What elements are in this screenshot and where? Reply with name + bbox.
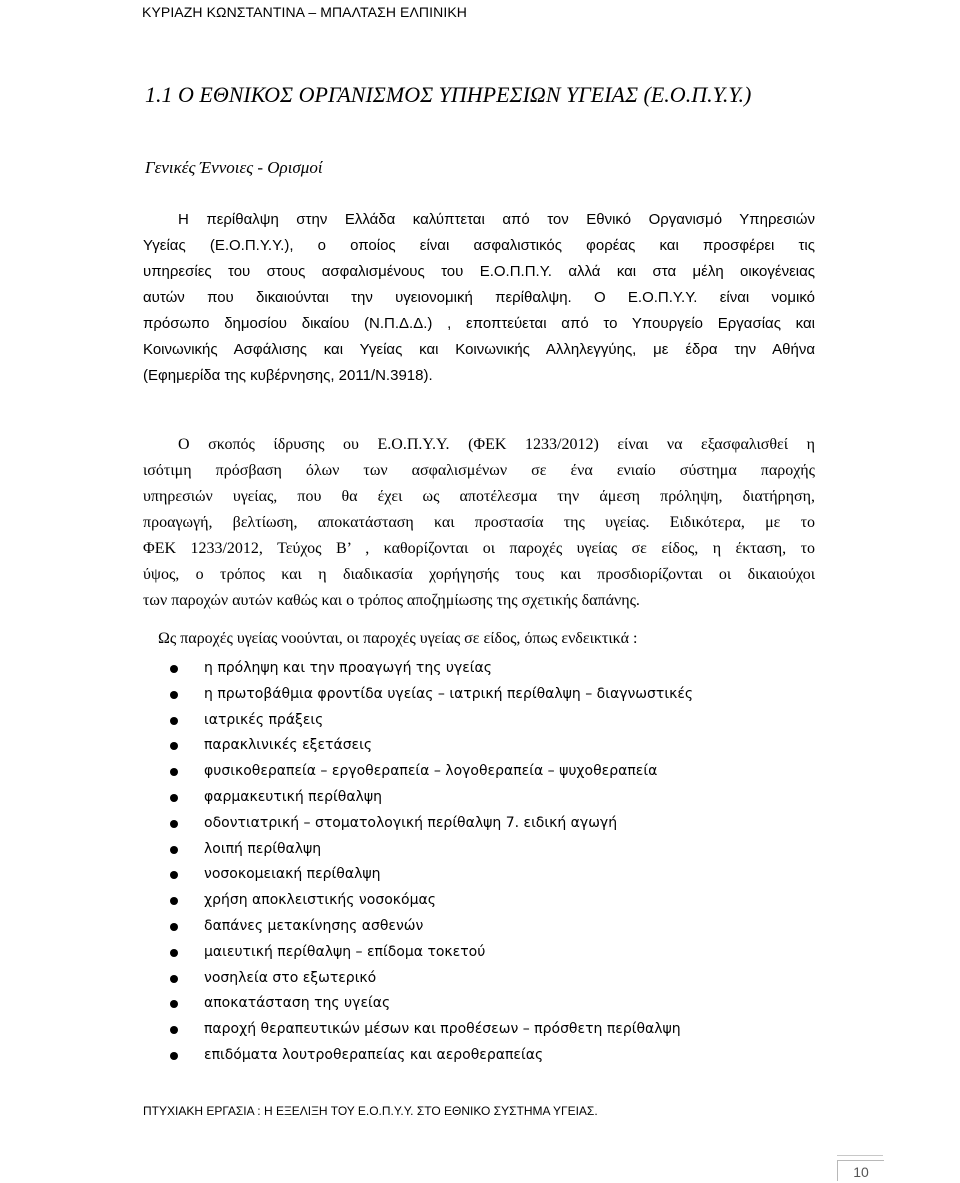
paragraph-line: ισότιμη πρόσβαση όλων των ασφαλισμένων σε ένα ενιαίο σύστημα παροχής xyxy=(143,462,815,479)
list-item-text: παροχή θεραπευτικών μέσων και προθέσεων – πρόσθετη περίθαλψη xyxy=(204,1021,681,1038)
paragraph-line: Η περίθαλψη στην Ελλάδα καλύπτεται από τον Εθνικό Οργανισμό Υπηρεσιών xyxy=(178,211,815,228)
list-item-text: η πρωτοβάθμια φροντίδα υγείας – ιατρική περίθαλψη – διαγνωστικές xyxy=(204,685,694,702)
list-item xyxy=(170,1017,693,1043)
list-item xyxy=(170,682,693,708)
list-item-text: νοσηλεία στο εξωτερικό xyxy=(204,969,377,986)
paragraph-line: ΦΕΚ 1233/2012, Τεύχος Β’ , καθορίζονται οι παροχές υγείας σε είδος, η έκταση, το xyxy=(143,540,815,557)
list-item xyxy=(170,914,693,940)
list-item-text: παρακλινικές εξετάσεις xyxy=(204,737,373,754)
bullet-icon xyxy=(170,1026,178,1034)
bullet-icon xyxy=(170,1000,178,1008)
list-item xyxy=(170,862,693,888)
bullet-icon xyxy=(170,768,178,776)
list-item-text: φαρμακευτική περίθαλψη xyxy=(204,788,382,805)
list-item xyxy=(170,811,693,837)
paragraph-line: αυτών που δικαιούνται την υγειονομική περίθαλψη. Ο Ε.Ο.Π.Υ.Υ. είναι νομικό xyxy=(143,289,815,306)
list-intro: Ως παροχές υγείας νοούνται, οι παροχές υγείας σε είδος, όπως ενδεικτικά : xyxy=(158,630,638,647)
bullet-icon xyxy=(170,1052,178,1060)
list-item-text: νοσοκομειακή περίθαλψη xyxy=(204,866,381,883)
list-item xyxy=(170,785,693,811)
list-item xyxy=(170,940,693,966)
bullet-icon xyxy=(170,820,178,828)
list-item-text: επιδόματα λουτροθεραπείας και αεροθεραπείας xyxy=(204,1046,544,1063)
bullet-icon xyxy=(170,897,178,905)
benefits-list xyxy=(170,656,693,1069)
paragraph-line: Κοινωνικής Ασφάλισης και Υγείας και Κοινωνικής Αλληλεγγύης, με έδρα την Αθήνα xyxy=(143,341,815,358)
bullet-icon xyxy=(170,871,178,879)
paragraph-line: των παροχών αυτών καθώς και ο τρόπος αποζημίωσης της σχετικής δαπάνης. xyxy=(143,592,640,609)
list-item-text: ιατρικές πράξεις xyxy=(204,711,324,728)
paragraph-line: Ο σκοπός ίδρυσης ου Ε.Ο.Π.Υ.Υ. (ΦΕΚ 1233/2012) είναι να εξασφαλισθεί η xyxy=(178,436,815,453)
list-item-text: χρήση αποκλειστικής νοσοκόμας xyxy=(204,892,436,909)
paragraph-eopyy-purpose xyxy=(143,432,815,614)
bullet-icon xyxy=(170,975,178,983)
list-item-text: η πρόληψη και την προαγωγή της υγείας xyxy=(204,660,492,676)
paragraph-line: προαγωγή, βελτίωση, αποκατάσταση και προστασία της υγείας. Ειδικότερα, με το xyxy=(143,514,815,531)
list-item xyxy=(170,1043,693,1069)
paragraph-line: ύψος, ο τρόπος και η διαδικασία χορήγησής τους και προσδιορίζονται οι δικαιούχοι xyxy=(143,566,815,583)
list-item-text: αποκατάσταση της υγείας xyxy=(204,995,391,1012)
paragraph-line: πρόσωπο δημοσίου δικαίου (Ν.Π.Δ.Δ.) , εποπτεύεται από το Υπουργείο Εργασίας και xyxy=(143,315,815,332)
list-item xyxy=(170,656,693,682)
list-item-text: δαπάνες μετακίνησης ασθενών xyxy=(204,917,424,934)
list-item xyxy=(170,837,693,863)
bullet-icon xyxy=(170,717,178,725)
list-item xyxy=(170,759,693,785)
list-item xyxy=(170,966,693,992)
section-title: 1.1 Ο ΕΘΝΙΚΟΣ ΟΡΓΑΝΙΣΜΟΣ ΥΠΗΡΕΣΙΩΝ ΥΓΕΙΑΣ (Ε.Ο.Π.Υ.Υ.) xyxy=(145,82,752,107)
list-item-text: λοιπή περίθαλψη xyxy=(204,840,322,857)
paragraph-line: υπηρεσίες του στους ασφαλισμένους του Ε.Ο.Π.Π.Υ. αλλά και στα μέλη οικογένειας xyxy=(143,263,815,280)
list-item xyxy=(170,991,693,1017)
header-authors: ΚΥΡΙΑΖΗ ΚΩΝΣΤΑΝΤΙΝΑ – ΜΠΑΛΤΑΣΗ ΕΛΠΙΝΙΚΗ xyxy=(142,4,467,20)
bullet-icon xyxy=(170,742,178,750)
paragraph-line: Υγείας (Ε.Ο.Π.Υ.Υ.), ο οποίος είναι ασφαλιστικός φορέας και προσφέρει τις xyxy=(143,237,815,254)
bullet-icon xyxy=(170,691,178,699)
page-number: 10 xyxy=(837,1160,884,1181)
list-item xyxy=(170,888,693,914)
paragraph-line: (Εφημερίδα της κυβέρνησης, 2011/Ν.3918). xyxy=(143,367,433,384)
bullet-icon xyxy=(170,949,178,957)
subsection-title: Γενικές Έννοιες - Ορισμοί xyxy=(145,158,323,177)
page-number-divider xyxy=(837,1155,883,1156)
bullet-icon xyxy=(170,923,178,931)
bullet-icon xyxy=(170,846,178,854)
list-item-text: μαιευτική περίθαλψη – επίδομα τοκετού xyxy=(204,943,486,960)
bullet-icon xyxy=(170,665,178,673)
list-item xyxy=(170,733,693,759)
paragraph-line: υπηρεσιών υγείας, που θα έχει ως αποτέλεσμα την άμεση πρόληψη, διατήρηση, xyxy=(143,488,815,505)
list-item xyxy=(170,708,693,734)
paragraph-eopyy-definition xyxy=(143,207,815,389)
list-item-text: φυσικοθεραπεία – εργοθεραπεία – λογοθεραπεία – ψυχοθεραπεία xyxy=(204,763,658,780)
list-item-text: οδοντιατρική – στοματολογική περίθαλψη 7. ειδική αγωγή xyxy=(204,814,618,831)
bullet-icon xyxy=(170,794,178,802)
footer-thesis-title: ΠΤΥΧΙΑΚΗ ΕΡΓΑΣΙΑ : Η ΕΞΕΛΙΞΗ ΤΟΥ Ε.Ο.Π.Υ.Υ. ΣΤΟ ΕΘΝΙΚΟ ΣΥΣΤΗΜΑ ΥΓΕΙΑΣ. xyxy=(143,1104,598,1118)
